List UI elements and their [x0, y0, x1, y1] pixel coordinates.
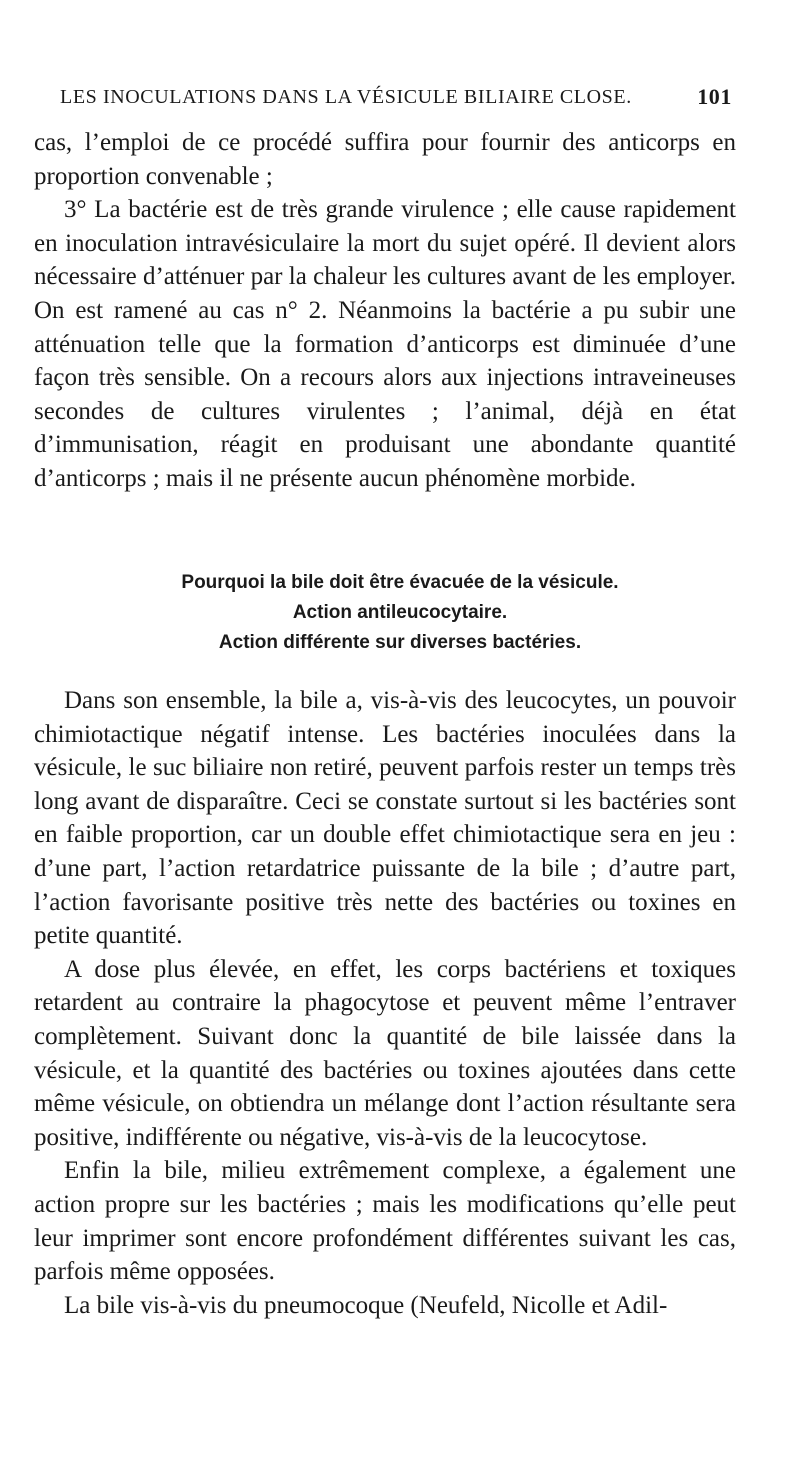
- section-heading-line-3: Action différente sur diverses bactéries.: [218, 632, 582, 653]
- body-text-block: [34, 684, 736, 1322]
- paragraph-enfin: Enfin la bile, milieu extrêmement complexe, a également une action propre sur les bactéries ; mais les modifications qu’elle peut leur imprimer sont encore profondément différentes suivant les cas, parfois même opposées.: [34, 1157, 736, 1286]
- paragraph-pneumocoque: La bile vis-à-vis du pneumocoque (Neufeld, Nicolle et Adil-: [64, 1291, 668, 1319]
- running-head-title: LES INOCULATIONS DANS LA VÉSICULE BILIAIRE CLOSE.: [60, 86, 632, 108]
- running-head: [60, 84, 738, 118]
- paragraph-continuation: cas, l’emploi de ce procédé suffira pour fournir des anticorps en proportion convenable ;: [34, 129, 736, 190]
- section-heading: [60, 568, 740, 658]
- top-text-block: [34, 126, 736, 496]
- paragraph-dose: A dose plus élevée, en effet, les corps bactériens et toxiques retardent au contraire la phagocytose et peuvent même l’entraver complètement. Suivant donc la quantité de bile laissée dans la vésicule, et la quantité des bactéries ou toxines ajoutées dans cette même vésicule, on obtiendra un mélange dont l’action résultante sera positive, indifférente ou négative, vis-à-vis de la leucocytose.: [34, 955, 736, 1151]
- page-number: 101: [697, 84, 732, 109]
- paragraph-leucocytes: Dans son ensemble, la bile a, vis-à-vis des leucocytes, un pouvoir chimiotactique négatif intense. Les bactéries inoculées dans la vésicule, le suc biliaire non retiré, peuvent parfois rester un temps très long avant de disparaître. Ceci se constate surtout si les bactéries sont en faible proportion, car un double effet chimiotactique sera en jeu : d’une part, l’action retardatrice puissante de la bile ; d’autre part, l’action favorisante positive très nette des bactéries ou toxines en petite quantité.: [34, 687, 736, 950]
- paragraph-item-3: 3° La bactérie est de très grande virulence ; elle cause rapidement en inoculation intravésiculaire la mort du sujet opéré. Il devient alors nécessaire d’atténuer par la chaleur les cultures avant de les employer. On est ramené au cas n° 2. Néanmoins la bactérie a pu subir une atténuation telle que la formation d’anticorps est diminuée d’une façon très sensible. On a recours alors aux injections intraveineuses secondes de cultures virulentes ; l’animal, déjà en état d’immunisation, réagit en produisant une abondante quantité d’anticorps ; mais il ne présente aucun phénomène morbide.: [34, 196, 736, 492]
- section-heading-line-2: Action antileucocytaire.: [292, 602, 508, 623]
- section-heading-line-1: Pourquoi la bile doit être évacuée de la vésicule.: [181, 572, 619, 593]
